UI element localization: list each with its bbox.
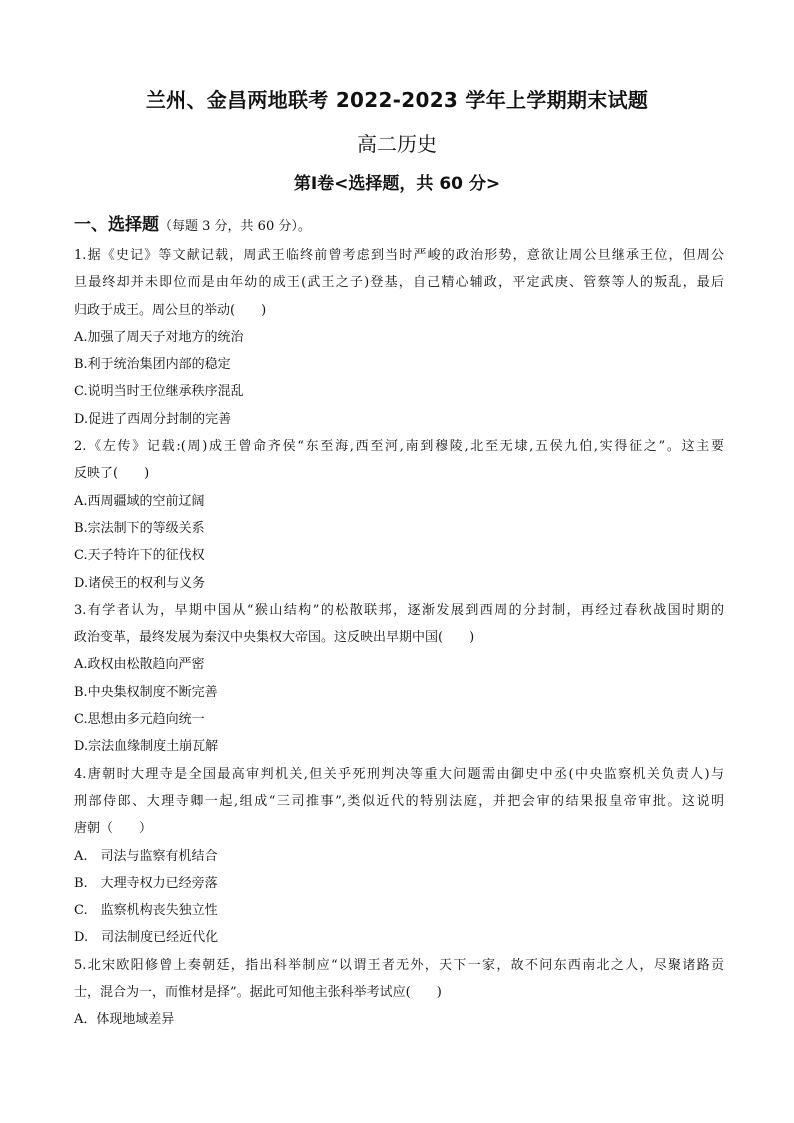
question-5-line-2: 士，混合为一，而惟材是择”。据此可知他主张科举考试应( ) [74, 985, 442, 1001]
section-heading [74, 210, 311, 235]
question-1-line-2: 旦最终却并未即位而是由年幼的成王(武王之子)登基，自己精心辅政，平定武庚、管蔡等人的叛乱，最后 [74, 275, 724, 291]
question-2-option-a: A.西周疆域的空前辽阔 [74, 493, 205, 509]
exam-title: 兰州、金昌两地联考 2022-2023 学年上学期期末试题 [145, 88, 649, 112]
question-4 [74, 761, 724, 952]
question-5-option-a: A．体现地域差异 [74, 1012, 175, 1028]
question-3-option-d: D.宗法血缘制度土崩瓦解 [74, 739, 219, 755]
question-5 [74, 952, 724, 1034]
question-list [74, 242, 724, 1034]
question-4-option-a: A. 司法与监察有机结合 [74, 848, 218, 864]
question-4-option-c: C. 监察机构丧失独立性 [74, 903, 218, 919]
question-3-option-a: A.政权由松散趋向严密 [74, 657, 205, 673]
question-3-option-c: C.思想由多元趋向统一 [74, 712, 205, 728]
question-2-option-d: D.诸侯王的权利与义务 [74, 575, 206, 591]
question-2-line-1: 2.《左传》记载:(周)成王曾命齐侯“东至海,西至河,南到穆陵,北至无埭,五侯九伯,实得征之”。这主要 [74, 439, 724, 455]
exam-subject: 高二历史 [357, 132, 437, 156]
question-1-line-3: 归政于成王。周公旦的举动( ) [74, 302, 267, 318]
volume-heading: 第Ⅰ卷<选择题，共 60 分> [293, 174, 501, 194]
section-note: （每题 3 分，共 60 分）。 [159, 219, 311, 234]
question-2-line-2: 反映了( ) [74, 466, 150, 482]
question-5-line-1: 5.北宋欧阳修曾上奏朝廷，指出科举制应“以谓王者无外，天下一家，故不问东西南北之人，尽聚诸路贡 [74, 957, 724, 973]
question-4-line-2: 刑部侍郎、大理寺卿一起,组成“三司推事”,类似近代的特别法庭，并把会审的结果报皇帝审批。这说明 [74, 793, 724, 809]
question-4-line-1: 4.唐朝时大理寺是全国最高审判机关,但关乎死刑判决等重大问题需由御史中丞(中央监察机关负责人)与 [74, 766, 724, 782]
question-1-line-1: 1.据《史记》等文献记载，周武王临终前曾考虑到当时严峻的政治形势，意欲让周公旦继承王位，但周公 [74, 248, 724, 263]
question-1-option-a: A.加强了周天子对地方的统治 [74, 329, 244, 345]
question-4-line-3: 唐朝（ ） [74, 821, 153, 837]
question-1-option-b: B.利于统治集团内部的稳定 [74, 357, 231, 373]
question-2-option-b: B.宗法制下的等级关系 [74, 520, 205, 536]
question-2 [74, 433, 724, 597]
question-3-line-1: 3.有学者认为，早期中国从“猴山结构”的松散联邦，逐渐发展到西周的分封制，再经过春秋战国时期的 [74, 602, 724, 618]
question-4-option-b: B. 大理寺权力已经旁落 [74, 875, 218, 891]
question-1-option-d: D.促进了西周分封制的完善 [74, 411, 232, 427]
question-3 [74, 597, 724, 761]
question-2-option-c: C.天子特许下的征伐权 [74, 548, 205, 564]
question-3-option-b: B.中央集权制度不断完善 [74, 684, 218, 700]
section-title: 一、选择题 [74, 215, 159, 235]
question-4-option-d: D. 司法制度已经近代化 [74, 930, 219, 946]
question-1-option-c: C.说明当时王位继承秩序混乱 [74, 384, 244, 400]
question-3-line-2: 政治变革，最终发展为秦汉中央集权大帝国。这反映出早期中国( ) [74, 630, 475, 646]
question-1 [74, 242, 724, 433]
